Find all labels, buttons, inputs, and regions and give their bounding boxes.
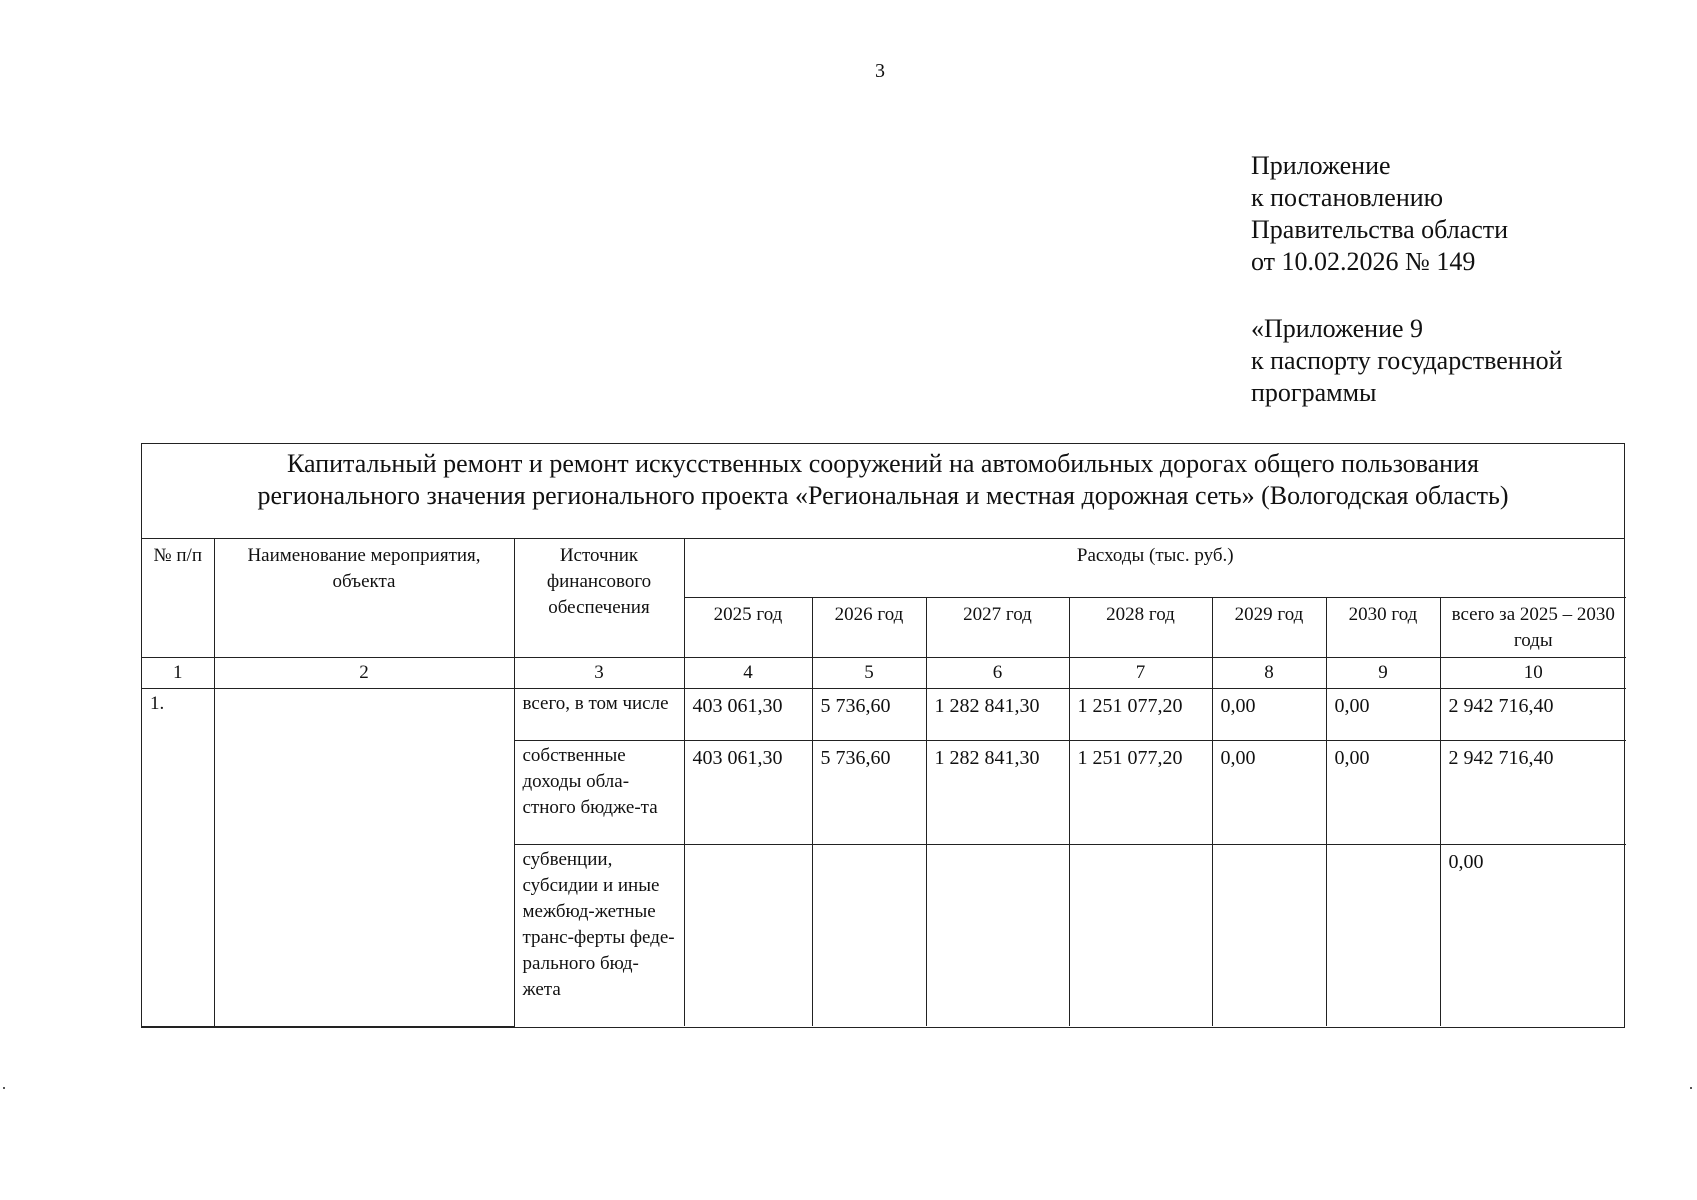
row-value [812, 844, 926, 1026]
row-value [1069, 844, 1212, 1026]
budget-table-container [141, 443, 1625, 1028]
column-number: 6 [926, 657, 1069, 688]
row-value [926, 844, 1069, 1026]
appendix-nine-line: к паспорту государственной [1251, 346, 1563, 375]
row-value: 1 251 077,20 [1069, 740, 1212, 844]
scan-speck [3, 1087, 5, 1089]
row-num: 1. [142, 688, 214, 1026]
appendix-line: Приложение [1251, 151, 1391, 180]
column-number: 7 [1069, 657, 1212, 688]
appendix-line: от 10.02.2026 № 149 [1251, 247, 1476, 276]
table-title [142, 444, 1624, 539]
header-year: 2030 год [1326, 597, 1440, 657]
row-name [214, 688, 514, 1026]
row-value: 5 736,60 [812, 740, 926, 844]
row-value [1326, 844, 1440, 1026]
header-source: Источник финансового обеспечения [514, 539, 684, 657]
row-source: всего, в том числе [514, 688, 684, 740]
row-value: 1 282 841,30 [926, 740, 1069, 844]
row-value: 0,00 [1212, 740, 1326, 844]
appendix-nine-line: «Приложение 9 [1251, 314, 1424, 343]
header-year: 2026 год [812, 597, 926, 657]
appendix-line: Правительства области [1251, 215, 1509, 244]
row-value: 0,00 [1212, 688, 1326, 740]
column-number: 5 [812, 657, 926, 688]
appendix-header [1251, 150, 1508, 278]
header-name: Наименование мероприятия, объекта [214, 539, 514, 657]
header-expenses: Расходы (тыс. руб.) [684, 539, 1626, 597]
header-year: 2027 год [926, 597, 1069, 657]
row-source: собственные доходы обла-стного бюдже-та [514, 740, 684, 844]
appendix-nine-line: программы [1251, 378, 1377, 407]
header-year-total: всего за 2025 – 2030 годы [1440, 597, 1626, 657]
header-year: 2029 год [1212, 597, 1326, 657]
row-value: 1 282 841,30 [926, 688, 1069, 740]
row-value: 0,00 [1326, 688, 1440, 740]
column-number: 10 [1440, 657, 1626, 688]
table-row [142, 688, 1626, 740]
row-value: 5 736,60 [812, 688, 926, 740]
row-value-total: 2 942 716,40 [1440, 740, 1626, 844]
column-number: 8 [1212, 657, 1326, 688]
appendix-nine-header [1251, 313, 1563, 409]
header-year: 2028 год [1069, 597, 1212, 657]
row-value: 403 061,30 [684, 740, 812, 844]
budget-table [142, 539, 1626, 1027]
row-value: 403 061,30 [684, 688, 812, 740]
row-value [684, 844, 812, 1026]
page-number: 3 [875, 60, 885, 82]
row-value-total: 0,00 [1440, 844, 1626, 1026]
scan-speck [1690, 1087, 1692, 1089]
column-number: 1 [142, 657, 214, 688]
header-year: 2025 год [684, 597, 812, 657]
column-number: 9 [1326, 657, 1440, 688]
row-value [1212, 844, 1326, 1026]
column-number: 2 [214, 657, 514, 688]
row-value: 0,00 [1326, 740, 1440, 844]
header-num: № п/п [142, 539, 214, 657]
column-number: 3 [514, 657, 684, 688]
column-number-row [142, 657, 1626, 688]
table-title-line: регионального значения регионального проекта «Региональная и местная дорожная сеть» (Вологодская область) [257, 481, 1509, 510]
table-title-line: Капитальный ремонт и ремонт искусственных сооружений на автомобильных дорогах общего пользования [287, 449, 1479, 478]
column-number: 4 [684, 657, 812, 688]
appendix-line: к постановлению [1251, 183, 1444, 212]
row-value-total: 2 942 716,40 [1440, 688, 1626, 740]
header-row [142, 539, 1626, 597]
row-source: субвенции, субсидии и иные межбюд-жетные транс-ферты феде-рального бюд-жета [514, 844, 684, 1026]
row-value: 1 251 077,20 [1069, 688, 1212, 740]
